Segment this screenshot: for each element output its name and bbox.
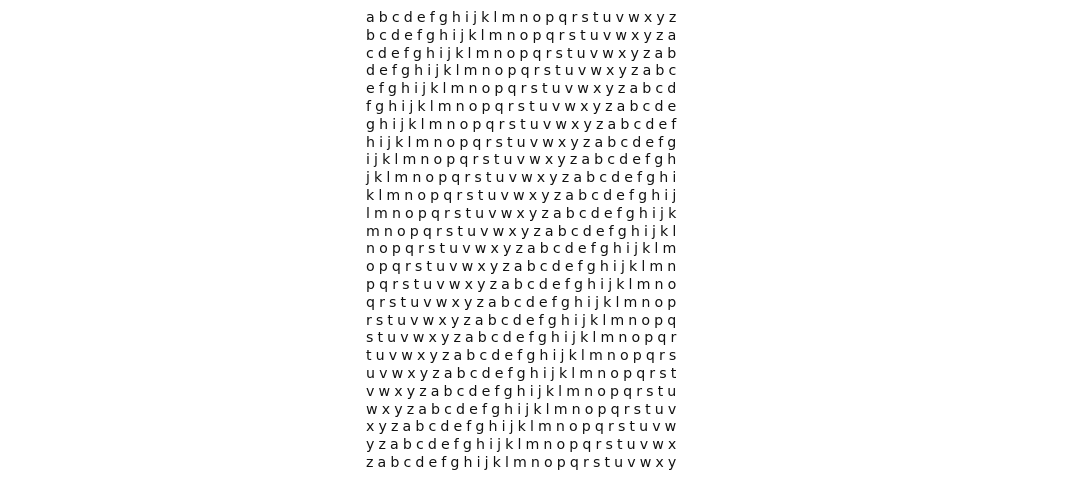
grid-row: klmnopqrstuvwxyzabcdefghij [366, 187, 681, 204]
grid-row: uvwxyzabcdefghijklmnopqrst [366, 365, 681, 382]
grid-row: zabcdefghijklmnopqrstuvwxy [366, 454, 681, 471]
grid-row: wxyzabcdefghijklmnopqrstuv [366, 401, 681, 418]
grid-row: rstuvwxyzabcdefghijklmnopq [366, 312, 681, 329]
grid-row: nopqrstuvwxyzabcdefghijklm [366, 241, 681, 258]
grid-row: jklmnopqrstuvwxyzabcdefghi [366, 170, 681, 187]
grid-row: tuvwxyzabcdefghijklmnopqrs [366, 348, 681, 365]
alphabet-grid [366, 10, 716, 473]
grid-row: yzabcdefghijklmnopqrstuvwx [366, 437, 681, 454]
grid-row: xyzabcdefghijklmnopqrstuvw [366, 419, 681, 436]
grid-row: cdefghijklmnopqrstuvwxyzab [366, 45, 681, 62]
grid-row: mnopqrstuvwxyzabcdefghijkl [366, 223, 681, 240]
grid-row: qrstuvwxyzabcdefghijklmnop [366, 294, 681, 311]
grid-row: lmnopqrstuvwxyzabcdefghijk [366, 205, 681, 222]
grid-row: ijklmnopqrstuvwxyzabcdefgh [366, 152, 681, 169]
grid-row: fghijklmnopqrstuvwxyzabcde [366, 98, 681, 115]
grid-row: efghijklmnopqrstuvwxyzabcd [366, 81, 681, 98]
grid-row: pqrstuvwxyzabcdefghijklmno [366, 276, 681, 293]
grid-row: stuvwxyzabcdefghijklmnopqr [366, 330, 681, 347]
grid-row: vwxyzabcdefghijklmnopqrstu [366, 383, 681, 400]
grid-row: ghijklmnopqrstuvwxyzabcdef [366, 116, 681, 133]
grid-row: abcdefghijklmnopqrstuvwxyz [366, 10, 681, 26]
grid-row: hijklmnopqrstuvwxyzabcdefg [366, 134, 681, 151]
grid-row: opqrstuvwxyzabcdefghijklmn [366, 259, 681, 276]
grid-row: defghijklmnopqrstuvwxyzabc [366, 63, 681, 80]
grid-row: bcdefghijklmnopqrstuvwxyza [366, 27, 681, 44]
